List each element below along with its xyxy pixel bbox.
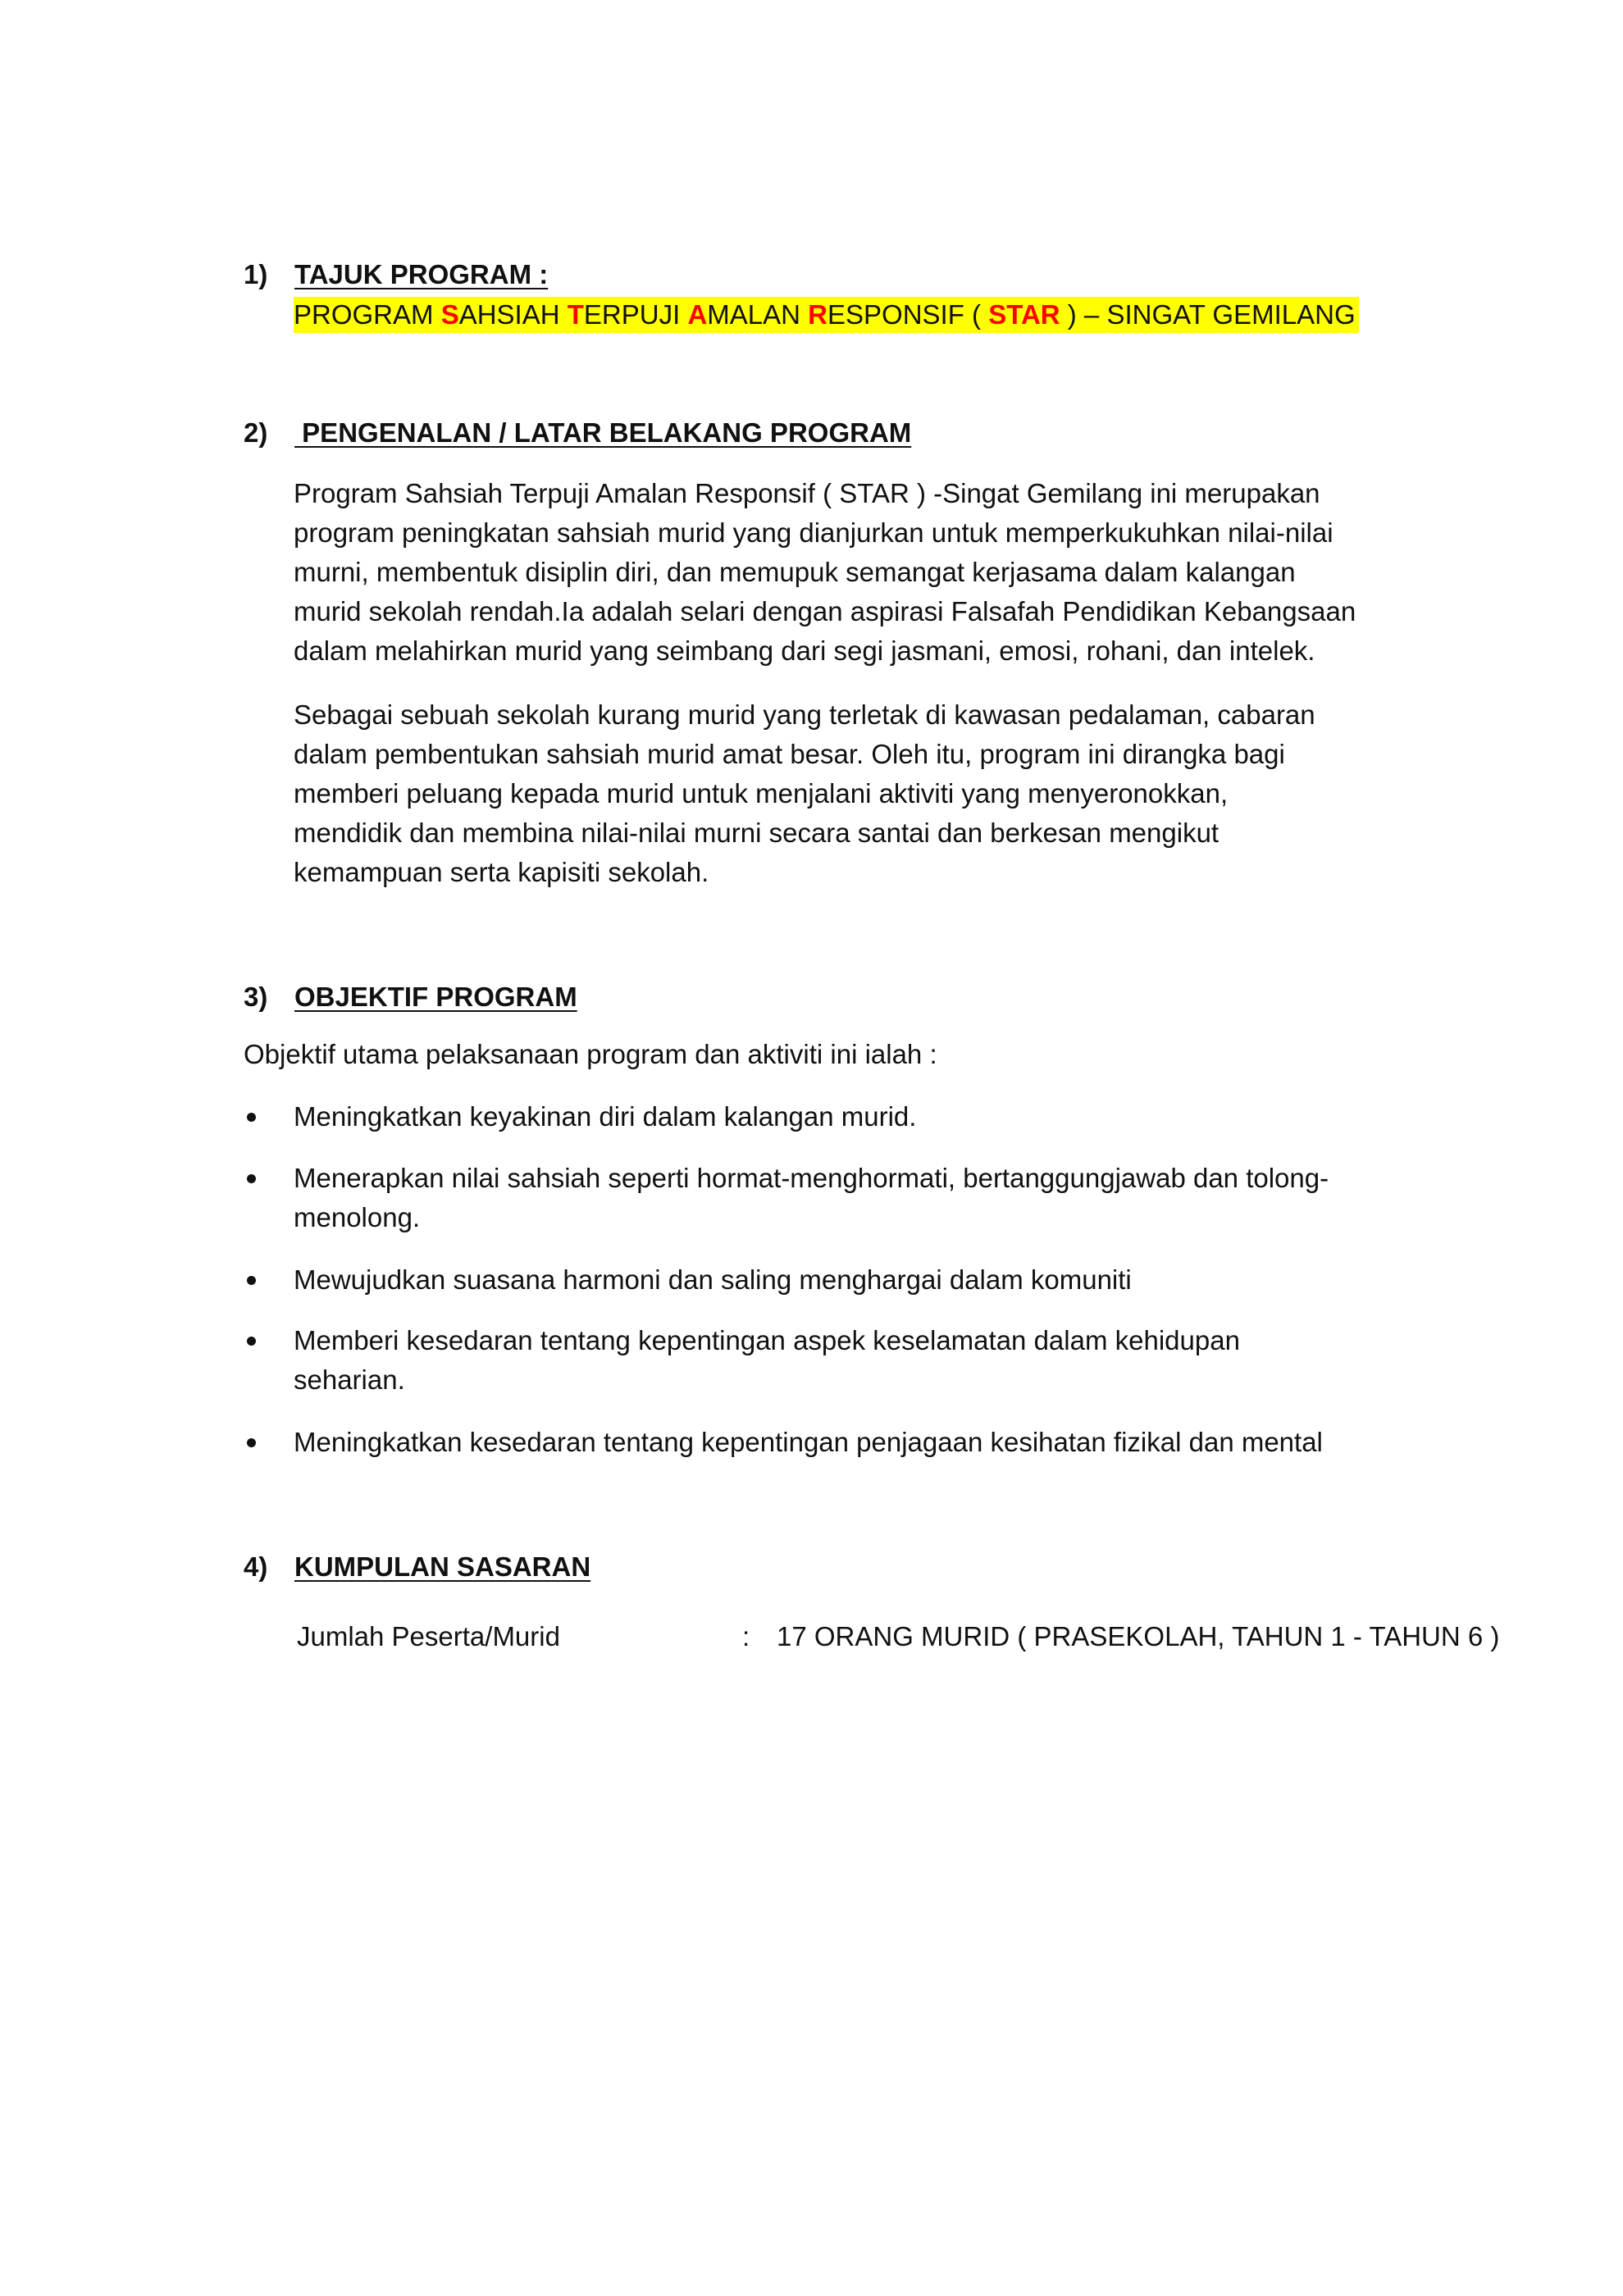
objective-line: seharian. — [294, 1364, 405, 1395]
objective-text — [294, 1321, 1475, 1400]
bullet-icon — [247, 1174, 256, 1183]
bullet-icon — [247, 1438, 256, 1447]
program-title-initial: R — [808, 299, 828, 330]
objective-text — [294, 1423, 1475, 1462]
background-paragraph-1 — [294, 474, 1458, 671]
section-title: TAJUK PROGRAM : — [294, 259, 549, 289]
paragraph-line: murni, membentuk disiplin diri, dan memupuk semangat kerjasama dalam kalangan — [294, 557, 1296, 587]
paragraph-line: Sebagai sebuah sekolah kurang murid yang terletak di kawasan pedalaman, cabaran — [294, 699, 1315, 730]
program-title-highlight — [294, 297, 1359, 333]
bullet-icon — [247, 1337, 256, 1346]
section-title: PENGENALAN / LATAR BELAKANG PROGRAM — [294, 417, 912, 448]
paragraph-line: murid sekolah rendah.Ia adalah selari dengan aspirasi Falsafah Pendidikan Kebangsaan — [294, 596, 1356, 626]
objective-text — [294, 1260, 1475, 1300]
program-title-part: ) – SINGAT GEMILANG — [1060, 299, 1356, 330]
section-number: 2) — [244, 417, 268, 448]
paragraph-line: dalam pembentukan sahsiah murid amat besar. Oleh itu, program ini dirangka bagi — [294, 739, 1285, 769]
paragraph-line: mendidik dan membina nilai-nilai murni secara santai dan berkesan mengikut — [294, 818, 1220, 848]
program-title-initial: S — [440, 299, 459, 330]
program-title-part: PROGRAM — [294, 299, 441, 330]
background-paragraph-2 — [294, 695, 1458, 892]
bullet-icon — [247, 1276, 256, 1285]
objective-text — [294, 1159, 1475, 1237]
program-title-initial: T — [567, 299, 584, 330]
objective-line: Meningkatkan kesedaran tentang kepentingan penjagaan kesihatan fizikal dan mental — [294, 1427, 1323, 1457]
program-title-part: MALAN — [707, 299, 809, 330]
objective-line: Mewujudkan suasana harmoni dan saling menghargai dalam komuniti — [294, 1264, 1132, 1295]
section-title: OBJEKTIF PROGRAM — [294, 982, 577, 1012]
program-acronym: STAR — [988, 299, 1060, 330]
participants-label: Jumlah Peserta/Murid — [297, 1621, 560, 1651]
program-title-initial: A — [687, 299, 708, 330]
bullet-icon — [247, 1113, 256, 1122]
section-title: KUMPULAN SASARAN — [294, 1551, 591, 1582]
section-number: 1) — [244, 259, 268, 289]
objective-text — [294, 1097, 1475, 1137]
objective-line: Meningkatkan keyakinan diri dalam kalangan murid. — [294, 1101, 917, 1132]
objective-line: Menerapkan nilai sahsiah seperti hormat-menghormati, bertanggungjawab dan tolong- — [294, 1163, 1329, 1193]
paragraph-line: kemampuan serta kapisiti sekolah. — [294, 857, 709, 887]
objective-line: menolong. — [294, 1202, 421, 1232]
program-title-part: AHSIAH — [458, 299, 568, 330]
paragraph-line: Program Sahsiah Terpuji Amalan Responsif ( STAR ) -Singat Gemilang ini merupakan — [294, 478, 1320, 508]
section-number: 4) — [244, 1551, 268, 1582]
section-number: 3) — [244, 982, 268, 1012]
objectives-intro: Objektif utama pelaksanaan program dan aktiviti ini ialah : — [244, 1039, 937, 1069]
program-title-part: ERPUJI — [583, 299, 688, 330]
paragraph-line: memberi peluang kepada murid untuk menjalani aktiviti yang menyeronokkan, — [294, 778, 1229, 809]
paragraph-line: dalam melahirkan murid yang seimbang dari segi jasmani, emosi, rohani, dan intelek. — [294, 636, 1315, 666]
participants-value: 17 ORANG MURID ( PRASEKOLAH, TAHUN 1 - TAHUN 6 ) — [777, 1621, 1500, 1651]
participants-separator: : — [742, 1621, 750, 1651]
paragraph-line: program peningkatan sahsiah murid yang dianjurkan untuk memperkukuhkan nilai-nilai — [294, 517, 1334, 548]
program-title-part: ESPONSIF ( — [827, 299, 989, 330]
objective-line: Memberi kesedaran tentang kepentingan aspek keselamatan dalam kehidupan — [294, 1325, 1240, 1355]
